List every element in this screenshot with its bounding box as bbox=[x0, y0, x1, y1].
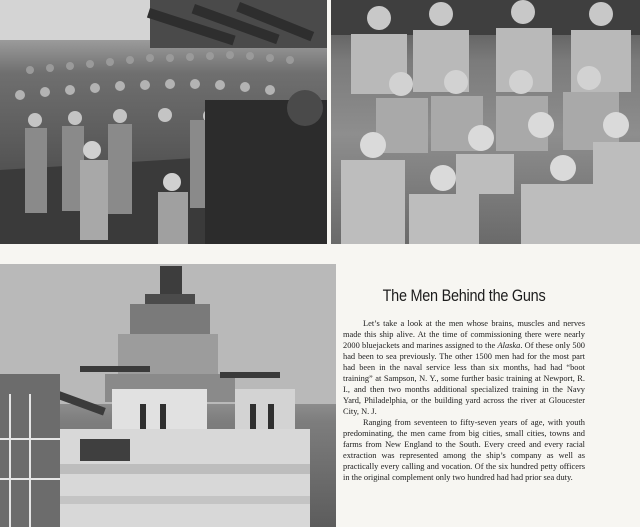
paragraph-1-text-b: . Of these only 500 had been to sea previously. The other 1500 men had for the most part had been in the naval service less than six months, had had “boot training” at Sampson, N. Y., some further basic training at Newport, R. I., and then two months additional specialized training in the Navy Yard, Philadelphia, or the building yard across the river at Gloucester City, N. J. bbox=[343, 341, 585, 416]
paragraph-1-text-a: Let’s take a look at the men whose brains, muscles and nerves made this ship alive. At the time of commissioning there were nearly 2000 bluejackets and marines assigned to the bbox=[343, 319, 585, 350]
article-title: The Men Behind the Guns bbox=[382, 286, 546, 305]
crew-group-photo bbox=[331, 0, 640, 244]
marines-in-formation-photo bbox=[0, 0, 327, 244]
article-paragraph-2: Ranging from seventeen to fifty-seven years of age, with youth predominating, the men came from big cities, small cities, towns and farms from New England to the South. Every creed and every racial extraction was represented among the ship’s company as well as practically every calling and vocation. Of the six hundred petty officers in the original complement only two hundred had had prior sea duty. bbox=[343, 418, 585, 482]
ship-superstructure-photo bbox=[0, 264, 336, 527]
article-paragraph-1 bbox=[343, 318, 585, 417]
article bbox=[343, 286, 585, 483]
ship-name: Alaska bbox=[497, 341, 521, 350]
